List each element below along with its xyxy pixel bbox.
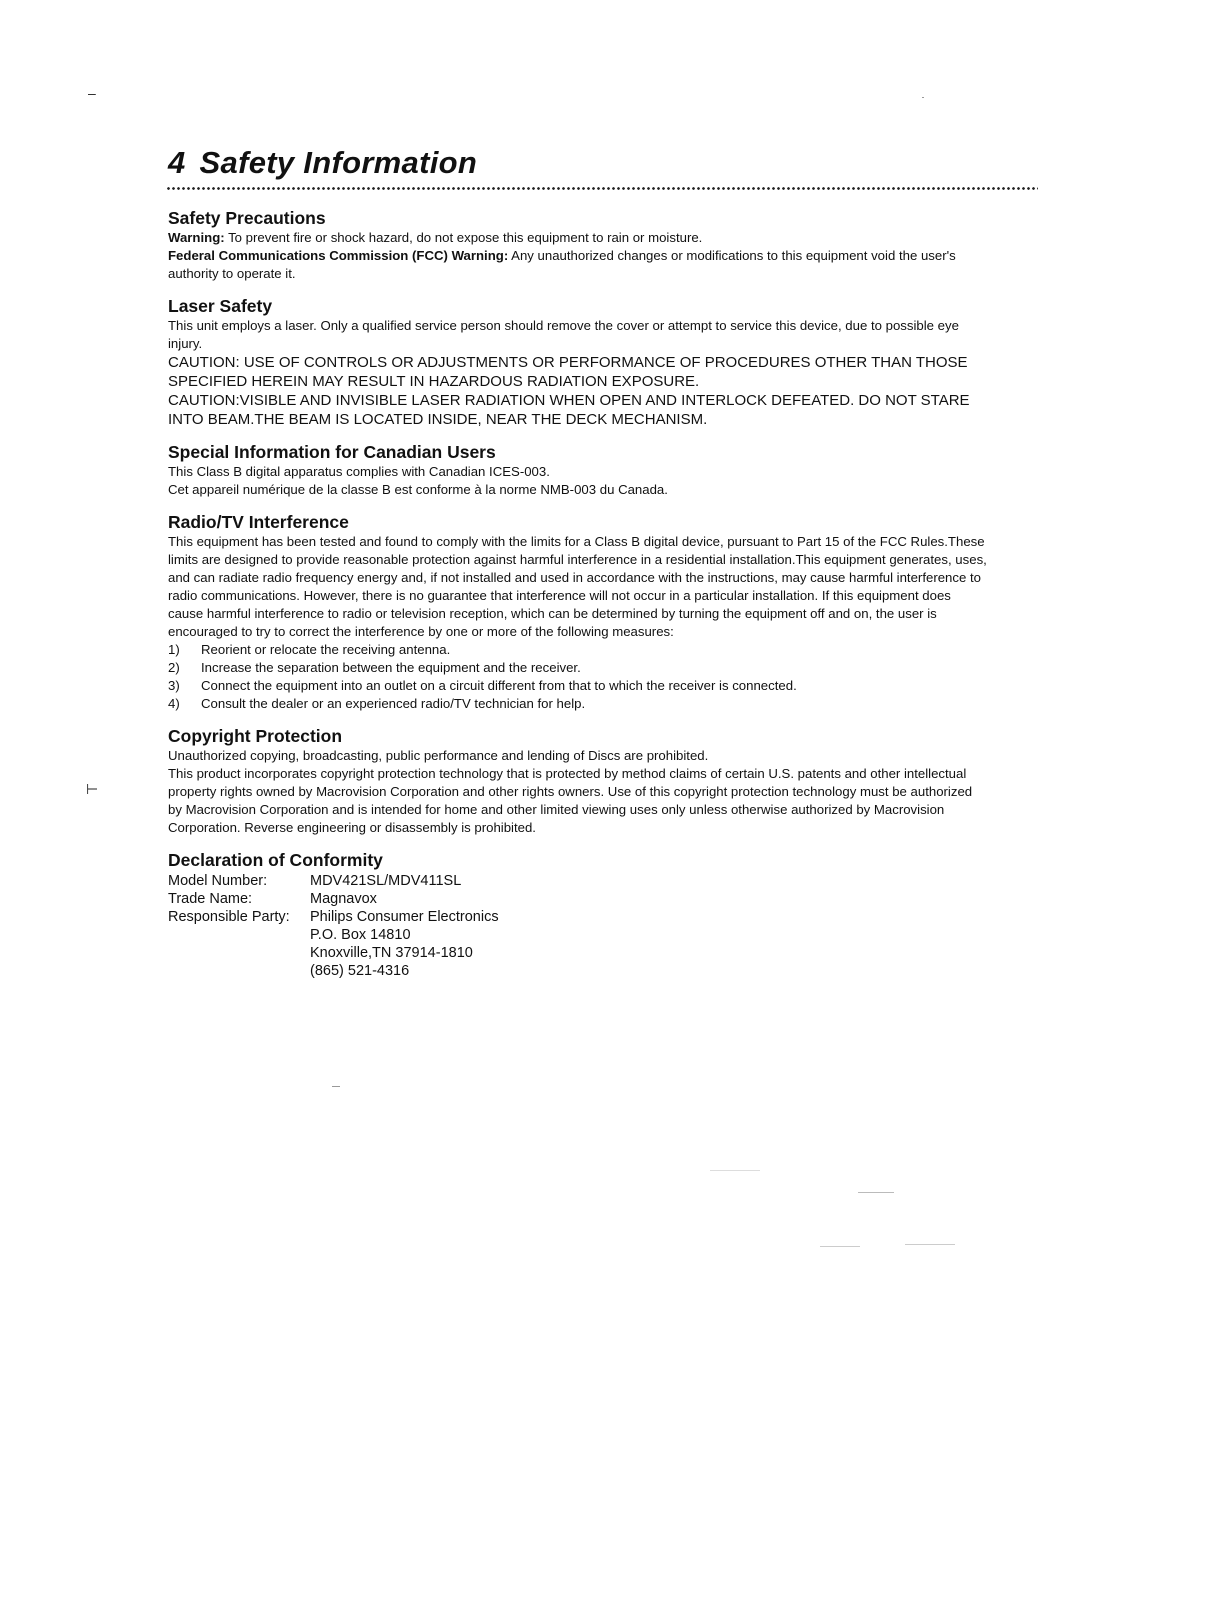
section-radio-tv-interference bbox=[168, 511, 988, 713]
fcc-label: Federal Communications Commission (FCC) Warning: bbox=[168, 248, 509, 263]
laser-caution-1: CAUTION: USE OF CONTROLS OR ADJUSTMENTS OR PERFORMANCE OF PROCEDURES OTHER THAN THOSE SPECIFIED HEREIN MAY RESULT IN HAZARDOUS RADIATION EXPOSURE. bbox=[168, 354, 968, 390]
list-item bbox=[168, 659, 988, 677]
list-item-text: Consult the dealer or an experienced radio/TV technician for help. bbox=[201, 696, 586, 711]
model-value: MDV421SL/MDV411SL bbox=[310, 873, 462, 889]
table-row bbox=[168, 872, 499, 890]
section-copyright-protection bbox=[168, 725, 988, 837]
party-label: Responsible Party: bbox=[168, 909, 290, 925]
page-content bbox=[168, 207, 988, 992]
margin-registration-mark: ⊢ bbox=[86, 781, 99, 797]
section-declaration-of-conformity bbox=[168, 849, 988, 980]
laser-paragraph: This unit employs a laser. Only a qualified service person should remove the cover or attempt to service this device, due to possible eye injury. bbox=[168, 318, 959, 351]
conformity-table bbox=[168, 872, 499, 980]
scan-speck bbox=[858, 1192, 894, 1193]
chapter-number: 4 bbox=[168, 145, 186, 180]
scan-speck bbox=[332, 1086, 340, 1087]
margin-crop-mark: – bbox=[88, 85, 96, 101]
canadian-line-french: Cet appareil numérique de la classe B est conforme à la norme NMB-003 du Canada. bbox=[168, 482, 668, 497]
scan-speck bbox=[820, 1246, 860, 1247]
list-item bbox=[168, 641, 988, 659]
section-heading: Copyright Protection bbox=[168, 726, 343, 746]
table-row bbox=[168, 908, 499, 980]
address-line: Philips Consumer Electronics bbox=[310, 909, 499, 925]
address-line: (865) 521-4316 bbox=[310, 963, 410, 979]
dotted-divider bbox=[166, 186, 1038, 191]
warning-label: Warning: bbox=[168, 230, 225, 245]
list-item bbox=[168, 695, 988, 713]
list-item-number: 4) bbox=[168, 696, 180, 711]
table-row bbox=[168, 890, 499, 908]
section-canadian-users bbox=[168, 441, 988, 499]
canadian-line-english: This Class B digital apparatus complies with Canadian ICES-003. bbox=[168, 464, 550, 479]
copyright-line-2: This product incorporates copyright protection technology that is protected by method claims of certain U.S. patents and other intellectual property rights owned by Macrovision Corporation and other rights owners. Use of this copyright protection technology must be authorized by Macrovision Corporation and is intended for home and other limited viewing uses only unless otherwise authorized by Macrovision Corporation. Reverse engineering or disassembly is prohibited. bbox=[168, 766, 973, 835]
section-heading: Laser Safety bbox=[168, 296, 273, 316]
page-title bbox=[168, 145, 477, 181]
trade-label: Trade Name: bbox=[168, 891, 253, 907]
section-laser-safety bbox=[168, 295, 988, 429]
scan-speck bbox=[710, 1170, 760, 1171]
fcc-text: Any unauthorized changes or modifications to this equipment void the user's authority to operate it. bbox=[168, 248, 956, 281]
list-item-text: Reorient or relocate the receiving antenna. bbox=[201, 642, 451, 657]
list-item-number: 2) bbox=[168, 660, 180, 675]
scan-speck bbox=[905, 1244, 955, 1245]
copyright-line-1: Unauthorized copying, broadcasting, public performance and lending of Discs are prohibited. bbox=[168, 748, 709, 763]
address-line: P.O. Box 14810 bbox=[310, 927, 411, 943]
list-item-number: 3) bbox=[168, 678, 180, 693]
measures-list bbox=[168, 641, 988, 713]
interference-paragraph: This equipment has been tested and found to comply with the limits for a Class B digital device, pursuant to Part 15 of the FCC Rules.These limits are designed to provide reasonable protection against harmful interference in a residential installation.This equipment generates, uses, and can radiate radio frequency energy and, if not installed and used in accordance with the instructions, may cause harmful interference to radio communications. However, there is no guarantee that interference will not occur in a particular installation. If this equipment does cause harmful interference to radio or television reception, which can be determined by turning the equipment off and on, the user is encouraged to try to correct the interference by one or more of the following measures: bbox=[168, 534, 987, 639]
party-value bbox=[310, 908, 499, 980]
scan-speck bbox=[922, 97, 924, 98]
section-safety-precautions bbox=[168, 207, 988, 283]
fcc-paragraph bbox=[168, 247, 988, 283]
laser-caution-2: CAUTION:VISIBLE AND INVISIBLE LASER RADIATION WHEN OPEN AND INTERLOCK DEFEATED. DO NOT STARE INTO BEAM.THE BEAM IS LOCATED INSIDE, NEAR THE DECK MECHANISM. bbox=[168, 392, 970, 428]
section-heading: Special Information for Canadian Users bbox=[168, 442, 496, 462]
list-item bbox=[168, 677, 988, 695]
list-item-number: 1) bbox=[168, 642, 180, 657]
warning-text: To prevent fire or shock hazard, do not expose this equipment to rain or moisture. bbox=[224, 230, 703, 245]
section-heading: Radio/TV Interference bbox=[168, 512, 349, 532]
section-heading: Safety Precautions bbox=[168, 208, 326, 228]
section-heading: Declaration of Conformity bbox=[168, 850, 383, 870]
trade-value: Magnavox bbox=[310, 891, 377, 907]
address-line: Knoxville,TN 37914-1810 bbox=[310, 945, 473, 961]
list-item-text: Connect the equipment into an outlet on a circuit different from that to which the receiver is connected. bbox=[201, 678, 797, 693]
warning-paragraph bbox=[168, 229, 988, 247]
list-item-text: Increase the separation between the equipment and the receiver. bbox=[201, 660, 581, 675]
chapter-title: Safety Information bbox=[199, 145, 478, 180]
model-label: Model Number: bbox=[168, 873, 268, 889]
